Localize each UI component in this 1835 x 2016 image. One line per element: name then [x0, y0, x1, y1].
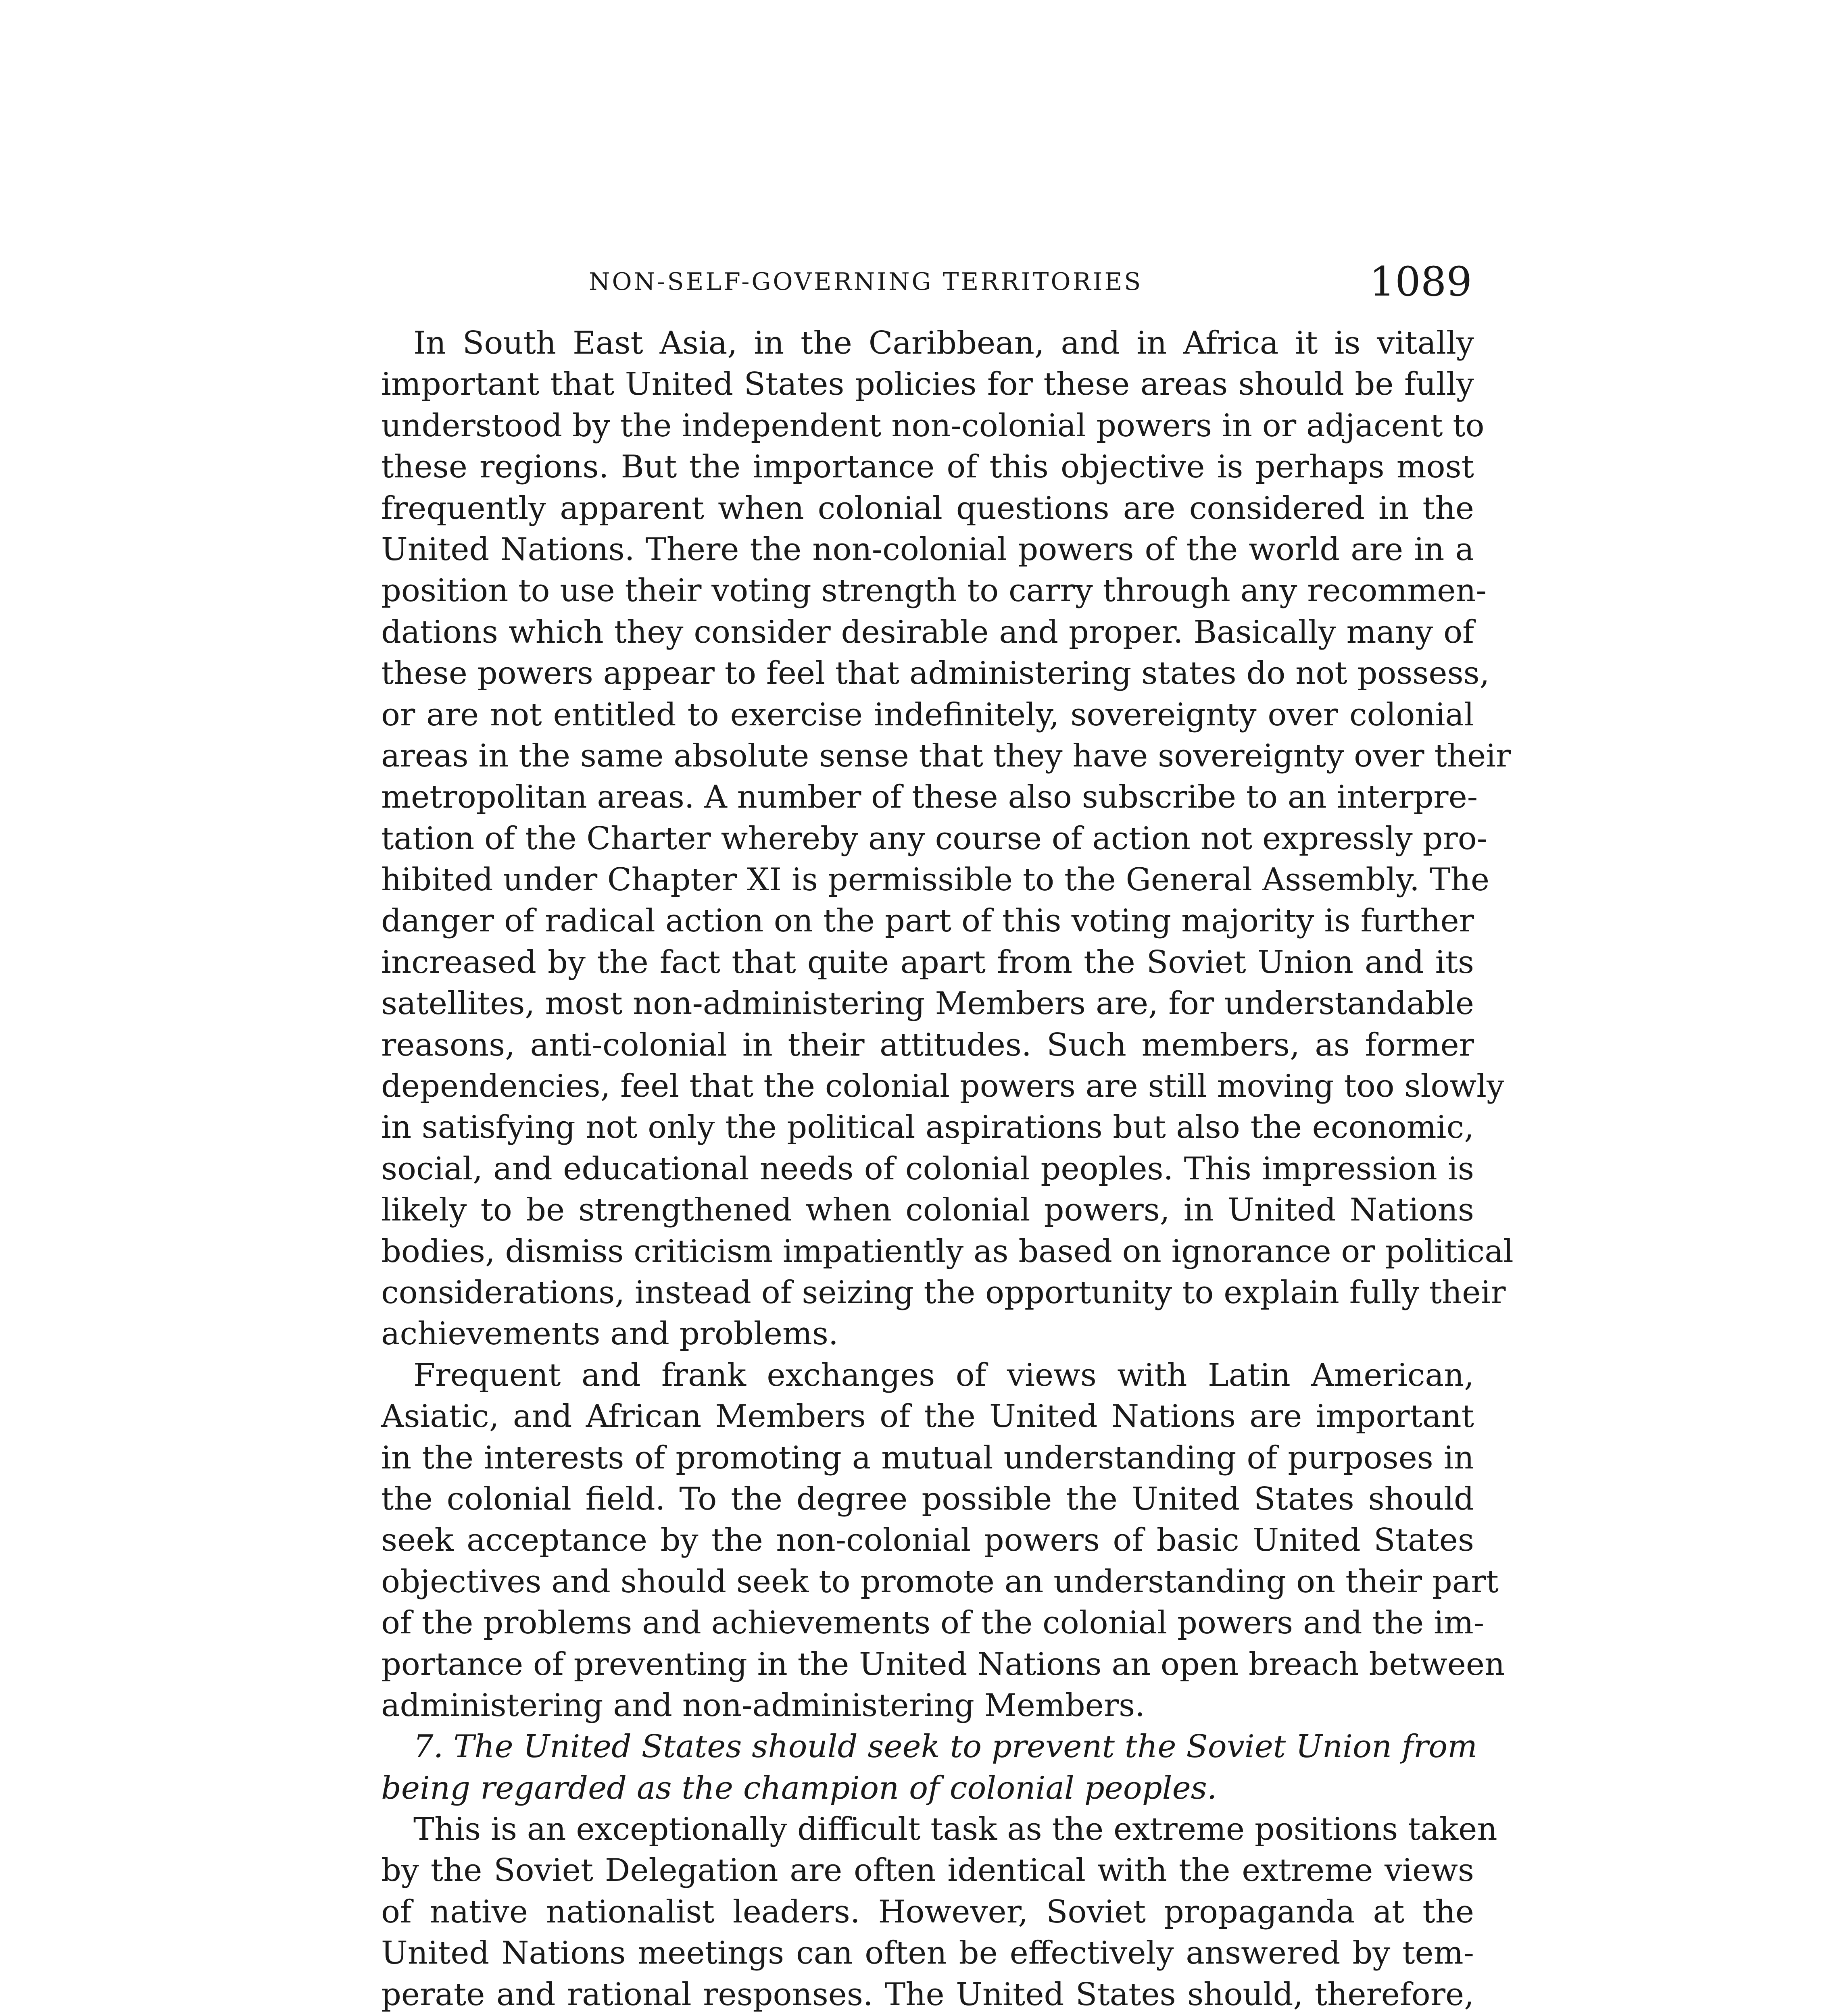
text-line: In South East Asia, in the Caribbean, and in Africa it is vitally: [413, 325, 1474, 361]
text-line: likely to be strengthened when colonial powers, in United Nations: [381, 1192, 1474, 1229]
text-line: danger of radical action on the part of this voting majority is further: [381, 903, 1474, 939]
text-line: position to use their voting strength to carry through any recommen-: [381, 573, 1487, 609]
page-number: 1089: [1369, 258, 1472, 305]
paragraph-4: [381, 1809, 1497, 2016]
text-line: tation of the Charter whereby any course of action not expressly pro-: [381, 820, 1488, 857]
text-line: dependencies, feel that the colonial powers are still moving too slowly: [381, 1068, 1505, 1105]
text-line: portance of preventing in the United Nations an open breach between: [381, 1646, 1505, 1683]
text-line: areas in the same absolute sense that they have sovereignty over their: [381, 737, 1511, 774]
text-line: hibited under Chapter XI is permissible to the General Assembly. The: [381, 862, 1490, 898]
paragraph-2: [381, 1355, 1505, 1727]
text-line: being regarded as the champion of colonial peoples.: [381, 1770, 1217, 1806]
text-line: important that United States policies for these areas should be fully: [381, 366, 1474, 403]
paragraph-1: [381, 323, 1514, 1355]
text-line: metropolitan areas. A number of these also subscribe to an interpre-: [381, 779, 1478, 816]
text-line: by the Soviet Delegation are often identical with the extreme views: [381, 1852, 1474, 1889]
text-line: United Nations meetings can often be effectively answered by tem-: [381, 1935, 1474, 1972]
running-title: NON-SELF-GOVERNING TERRITORIES: [589, 268, 1143, 296]
text-line: Frequent and frank exchanges of views with Latin American,: [413, 1357, 1474, 1393]
text-line: these regions. But the importance of this objective is perhaps most: [381, 449, 1474, 485]
text-line: of native nationalist leaders. However, Soviet propaganda at the: [381, 1893, 1474, 1930]
running-header: [383, 258, 1472, 310]
text-line: This is an exceptionally difficult task as the extreme positions taken: [413, 1811, 1497, 1848]
text-line: understood by the independent non-colonial powers in or adjacent to: [381, 407, 1485, 444]
text-line: achievements and problems.: [381, 1316, 838, 1352]
text-line: seek acceptance by the non-colonial powers of basic United States: [381, 1522, 1474, 1559]
text-line: reasons, anti-colonial in their attitudes. Such members, as former: [381, 1027, 1474, 1063]
numbered-heading-7: [381, 1726, 1478, 1809]
text-line: United Nations. There the non-colonial powers of the world are in a: [381, 531, 1474, 568]
text-line: in satisfying not only the political aspirations but also the economic,: [381, 1109, 1474, 1146]
text-line: satellites, most non-administering Members are, for understandable: [381, 985, 1474, 1022]
text-line: or are not entitled to exercise indefinitely, sovereignty over colonial: [381, 696, 1474, 733]
text-line: dations which they consider desirable and proper. Basically many of: [381, 614, 1474, 650]
text-line: administering and non-administering Members.: [381, 1687, 1145, 1724]
text-line: Asiatic, and African Members of the United Nations are important: [381, 1398, 1474, 1435]
text-line: considerations, instead of seizing the opportunity to explain fully their: [381, 1274, 1506, 1311]
text-line: these powers appear to feel that administering states do not possess,: [381, 655, 1490, 692]
text-line: frequently apparent when colonial questions are considered in the: [381, 490, 1474, 527]
text-line: perate and rational responses. The United States should, therefore,: [381, 1976, 1474, 2013]
text-line: bodies, dismiss criticism impatiently as based on ignorance or political: [381, 1233, 1514, 1270]
text-line: 7. The United States should seek to prevent the Soviet Union from: [413, 1729, 1478, 1765]
text-line: increased by the fact that quite apart from the Soviet Union and its: [381, 944, 1474, 981]
text-line: in the interests of promoting a mutual understanding of purposes in: [381, 1439, 1474, 1476]
text-line: the colonial field. To the degree possible the United States should: [381, 1481, 1474, 1517]
text-line: social, and educational needs of colonial peoples. This impression is: [381, 1150, 1474, 1187]
body-text: [381, 323, 1514, 2016]
text-line: objectives and should seek to promote an understanding on their part: [381, 1563, 1499, 1600]
text-line: of the problems and achievements of the colonial powers and the im-: [381, 1605, 1485, 1641]
